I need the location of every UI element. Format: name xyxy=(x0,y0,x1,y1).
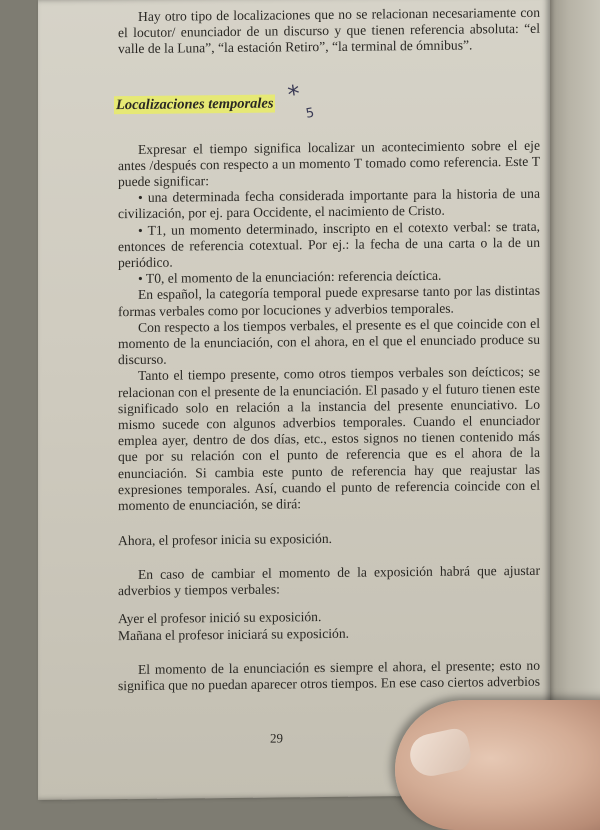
page-number: 29 xyxy=(270,730,283,746)
paragraph-final: El momento de la enunciación es siempre el ahora, el presente; esto no significa que no puedan aparecer otros tiempos. En ese caso ciertos adverbios xyxy=(118,657,541,694)
handwritten-number: 5 xyxy=(304,105,316,122)
paragraph-present: Con respecto a los tiempos verbales, el presente es el que coincide con el momento de la enunciación, con el ahora, en el que el enunciado produce su discurso. xyxy=(118,315,540,368)
top-paragraph: Hay otro tipo de localizaciones que no se relacionan necesariamente con el locutor/ enunciador de un discurso y que tienen referencia absoluta: “el valle de la Luna”, “la estación Retiro”, “la terminal de ómnibus”. xyxy=(118,4,540,57)
bullet-t0: • T0, el momento de la enunciación: referencia deíctica. xyxy=(138,268,442,287)
paragraph-category: En español, la categoría temporal puede expresarse tanto por las distintas formas verbales como por locuciones y adverbios temporales. xyxy=(118,283,540,319)
paragraph-intro: Expresar el tiempo significa localizar un acontecimiento sobre el eje antes /después con respecto a un momento T tomado como referencia. Este T puede significar: xyxy=(118,137,540,190)
example-manana: Mañana el profesor iniciará su exposición. xyxy=(118,625,350,643)
section-heading: Localizaciones temporales xyxy=(116,95,274,113)
background-surface xyxy=(548,0,600,800)
book-page xyxy=(38,0,550,800)
section-heading-row xyxy=(116,79,540,123)
example-ayer: Ayer el profesor inició su exposición. xyxy=(118,608,322,626)
example-ahora: Ahora, el profesor inicia su exposición. xyxy=(118,531,333,549)
handwritten-asterisk: * xyxy=(286,79,302,109)
bullet-t1: • T1, un momento determinado, inscripto en el cotexto verbal: se trata, entonces de referencia cotextual. Por ej.: la fecha de una carta o la de un periódico. xyxy=(118,218,540,271)
paragraph-deictic: Tanto el tiempo presente, como otros tiempos verbales son deícticos; se relacionan con el presente de la enunciación. El pasado y el futuro tienen este significado solo en relación a la instancia del presente enunciativo. Lo mismo sucede con algunos adverbios temporales. Cuando el enunciador emplea ayer, dentro de dos días, etc., estos signos no tienen contenido más que por su relación con el punto de referencia que es el ahora de la enunciación. Si cambia este punto de referencia hay que reajustar las expresiones temporales. Así, cuando el punto de referencia coincide con el momento de enunciación, se dirá: xyxy=(118,364,540,514)
bullet-civilization: • una determinada fecha considerada importante para la historia de una civilización, por ej. para Occidente, el nacimiento de Cristo. xyxy=(118,185,540,222)
page-text xyxy=(118,5,540,695)
paragraph-change: En caso de cambiar el momento de la exposición habrá que ajustar adverbios y tiempos verbales: xyxy=(118,563,540,599)
